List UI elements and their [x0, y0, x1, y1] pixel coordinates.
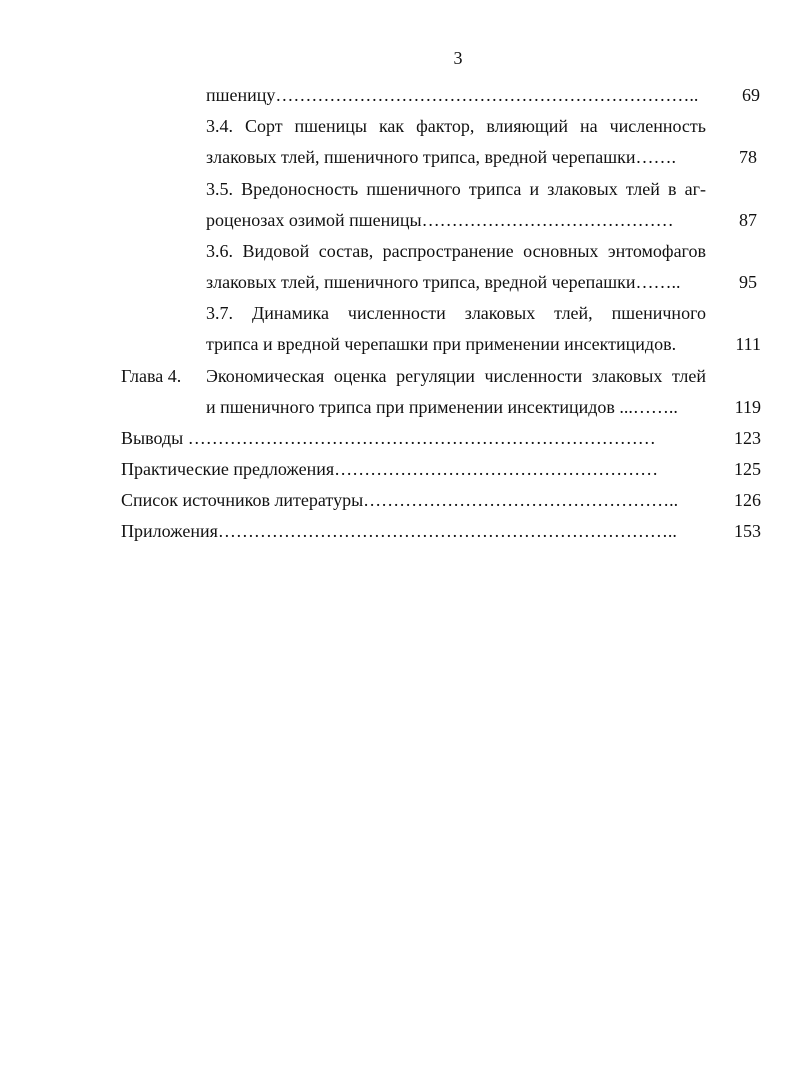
toc-chapter-4-line2: и пшеничного трипса при применении инсектицидов ...……..	[206, 397, 678, 417]
toc-page-153: 153	[734, 521, 761, 541]
toc-page-125: 125	[734, 459, 761, 479]
toc-entry-continuation: пшеницу……………………………………………………………..	[206, 85, 699, 105]
toc-entry-3-7-line1: 3.7. Динамика численности злаковых тлей, пшеничного	[206, 303, 706, 323]
toc-entry-3-5-line2: роценозах озимой пшеницы……………………………………	[206, 210, 674, 230]
toc-page-69: 69	[742, 85, 760, 105]
toc-entry-3-4-line2: злаковых тлей, пшеничного трипса, вредной черепашки…….	[206, 147, 677, 167]
toc-entry-3-6-line1: 3.6. Видовой состав, распространение основных энтомофагов	[206, 241, 706, 261]
toc-page-87: 87	[739, 210, 757, 230]
toc-page-95: 95	[739, 272, 757, 292]
toc-chapter-4-label: Глава 4.	[121, 366, 182, 386]
toc-entry-3-4-line1: 3.4. Сорт пшеницы как фактор, влияющий на численность	[206, 116, 706, 136]
page-number: 3	[453, 48, 463, 68]
toc-entry-3-5-line1: 3.5. Вредоносность пшеничного трипса и злаковых тлей в аг-	[206, 179, 706, 199]
toc-page-123: 123	[734, 428, 761, 448]
toc-page-119: 119	[734, 397, 761, 417]
toc-proposals: Практические предложения………………………………………………	[121, 459, 659, 479]
toc-entry-3-6-line2: злаковых тлей, пшеничного трипса, вредной черепашки……..	[206, 272, 681, 292]
toc-references: Список источников литературы……………………………………………..	[121, 490, 679, 510]
toc-page-78: 78	[739, 147, 757, 167]
toc-page-126: 126	[734, 490, 761, 510]
toc-appendix: Приложения…………………………………………………………………..	[121, 521, 677, 541]
toc-conclusions: Выводы ……………………………………………………………………	[121, 428, 656, 448]
toc-chapter-4-line1: Экономическая оценка регуляции численности злаковых тлей	[206, 366, 706, 386]
toc-page-111: 111	[735, 334, 761, 354]
toc-entry-3-7-line2: трипса и вредной черепашки при применении инсектицидов.	[206, 334, 677, 354]
